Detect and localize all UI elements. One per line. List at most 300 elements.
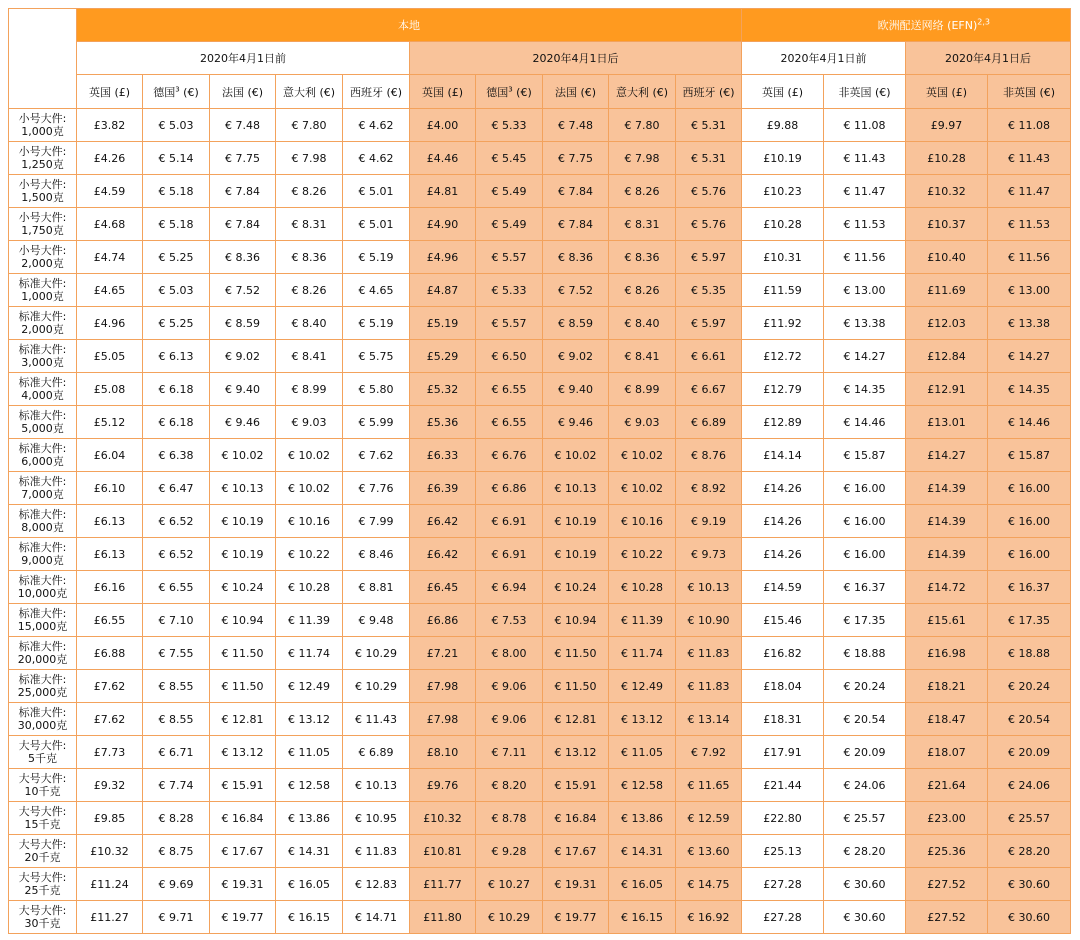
fee-cell: € 16.00 — [988, 538, 1071, 571]
country-header-efn-after-1: 非英国 (€) — [988, 75, 1071, 109]
country-currency: (€) — [179, 85, 199, 99]
fee-cell: € 7.80 — [276, 109, 343, 142]
fee-cell: € 6.91 — [476, 538, 543, 571]
table-row — [9, 472, 1071, 505]
fee-cell: £14.26 — [742, 538, 824, 571]
fee-cell: € 6.89 — [343, 736, 410, 769]
fee-cell: € 6.47 — [143, 472, 210, 505]
fee-cell: £11.27 — [77, 901, 143, 934]
fee-cell: € 8.81 — [343, 571, 410, 604]
fee-cell: £18.47 — [906, 703, 988, 736]
fee-cell: £18.21 — [906, 670, 988, 703]
fee-cell: € 11.05 — [276, 736, 343, 769]
fee-cell: € 10.13 — [210, 472, 276, 505]
fee-cell: € 9.48 — [343, 604, 410, 637]
fee-cell: £13.01 — [906, 406, 988, 439]
fee-cell: £9.32 — [77, 769, 143, 802]
fee-cell: £4.74 — [77, 241, 143, 274]
fee-cell: £4.65 — [77, 274, 143, 307]
fee-cell: € 6.38 — [143, 439, 210, 472]
fee-cell: € 10.02 — [276, 439, 343, 472]
country-label: 意大利 (€) — [282, 85, 336, 99]
fee-cell: £14.72 — [906, 571, 988, 604]
fee-cell: € 25.57 — [988, 802, 1071, 835]
fee-cell: € 6.55 — [476, 373, 543, 406]
row-header — [9, 637, 77, 670]
fee-cell: £7.62 — [77, 670, 143, 703]
row-header — [9, 835, 77, 868]
fee-cell: € 10.02 — [276, 472, 343, 505]
fee-cell: € 10.22 — [276, 538, 343, 571]
size-tier-label: 标准大件: — [18, 574, 67, 587]
fee-cell: € 8.31 — [609, 208, 676, 241]
row-header — [9, 505, 77, 538]
fee-cell: £27.28 — [742, 868, 824, 901]
row-header — [9, 208, 77, 241]
fee-cell: € 7.52 — [543, 274, 609, 307]
size-tier-label: 大号大件: — [18, 904, 67, 917]
weight-label: 6,000克 — [21, 455, 64, 468]
fee-cell: € 5.75 — [343, 340, 410, 373]
weight-label: 4,000克 — [21, 389, 64, 402]
fee-cell: € 8.36 — [543, 241, 609, 274]
fee-cell: € 11.47 — [988, 175, 1071, 208]
country-header-local-after-4 — [676, 75, 742, 109]
fee-cell: € 9.03 — [609, 406, 676, 439]
fee-cell: € 8.40 — [276, 307, 343, 340]
fee-cell: € 14.46 — [824, 406, 906, 439]
table-row — [9, 703, 1071, 736]
fee-cell: £10.32 — [410, 802, 476, 835]
fee-cell: € 16.15 — [609, 901, 676, 934]
fee-cell: € 4.62 — [343, 142, 410, 175]
fee-cell: € 5.25 — [143, 307, 210, 340]
row-header — [9, 901, 77, 934]
fee-cell: £6.13 — [77, 505, 143, 538]
fee-cell: £27.52 — [906, 868, 988, 901]
efn-group-header — [742, 9, 1071, 42]
fee-cell: € 17.35 — [988, 604, 1071, 637]
weight-label: 8,000克 — [21, 521, 64, 534]
row-header — [9, 142, 77, 175]
fee-cell: € 5.35 — [676, 274, 742, 307]
row-header — [9, 538, 77, 571]
fee-cell: £14.26 — [742, 505, 824, 538]
row-header — [9, 868, 77, 901]
fee-cell: € 30.60 — [988, 868, 1071, 901]
country-header-local-before-2 — [210, 75, 276, 109]
fee-cell: £25.13 — [742, 835, 824, 868]
fee-cell: £27.28 — [742, 901, 824, 934]
country-header-local-after-1 — [476, 75, 543, 109]
fee-cell: € 13.60 — [676, 835, 742, 868]
fee-cell: € 10.29 — [343, 670, 410, 703]
fee-cell: € 5.99 — [343, 406, 410, 439]
fee-cell: € 11.39 — [609, 604, 676, 637]
fee-cell: € 28.20 — [824, 835, 906, 868]
table-row — [9, 373, 1071, 406]
fee-cell: € 11.74 — [276, 637, 343, 670]
fee-cell: € 30.60 — [824, 901, 906, 934]
fee-cell: £4.96 — [410, 241, 476, 274]
fee-cell: € 5.57 — [476, 307, 543, 340]
weight-label: 15千克 — [24, 818, 61, 831]
size-tier-label: 小号大件: — [18, 211, 67, 224]
fee-cell: € 11.50 — [543, 670, 609, 703]
fee-table — [8, 8, 1071, 934]
table-row — [9, 802, 1071, 835]
fee-cell: € 14.71 — [343, 901, 410, 934]
fee-cell: £18.07 — [906, 736, 988, 769]
fee-cell: £10.40 — [906, 241, 988, 274]
fee-cell: € 8.75 — [143, 835, 210, 868]
fee-cell: € 9.06 — [476, 703, 543, 736]
fee-cell: € 10.02 — [609, 439, 676, 472]
row-header — [9, 670, 77, 703]
fee-cell: € 10.13 — [543, 472, 609, 505]
fee-cell: £4.87 — [410, 274, 476, 307]
fee-cell: £7.73 — [77, 736, 143, 769]
fee-cell: € 8.99 — [276, 373, 343, 406]
fee-cell: € 9.73 — [676, 538, 742, 571]
fee-cell: £12.72 — [742, 340, 824, 373]
fee-cell: € 7.75 — [543, 142, 609, 175]
table-row — [9, 571, 1071, 604]
country-label: 德国 — [486, 85, 509, 99]
table-row — [9, 604, 1071, 637]
fee-cell: € 10.19 — [210, 505, 276, 538]
fee-cell: £10.32 — [906, 175, 988, 208]
size-tier-label: 标准大件: — [18, 409, 67, 422]
fee-cell: € 20.09 — [824, 736, 906, 769]
fee-cell: € 6.55 — [476, 406, 543, 439]
fee-cell: € 11.43 — [988, 142, 1071, 175]
fee-cell: € 11.47 — [824, 175, 906, 208]
fee-cell: € 13.14 — [676, 703, 742, 736]
fee-cell: € 5.19 — [343, 307, 410, 340]
fee-cell: £6.16 — [77, 571, 143, 604]
weight-label: 7,000克 — [21, 488, 64, 501]
fee-cell: € 8.36 — [609, 241, 676, 274]
fee-cell: € 14.35 — [988, 373, 1071, 406]
fee-cell: € 8.28 — [143, 802, 210, 835]
table-row — [9, 142, 1071, 175]
table-row — [9, 670, 1071, 703]
fee-cell: € 6.91 — [476, 505, 543, 538]
fee-cell: € 6.61 — [676, 340, 742, 373]
size-tier-label: 标准大件: — [18, 475, 67, 488]
fee-cell: £4.59 — [77, 175, 143, 208]
fee-cell: £15.46 — [742, 604, 824, 637]
fee-cell: € 24.06 — [824, 769, 906, 802]
fee-cell: € 7.52 — [210, 274, 276, 307]
fee-cell: € 5.97 — [676, 241, 742, 274]
weight-label: 30,000克 — [17, 719, 68, 732]
country-label: 意大利 (€) — [615, 85, 669, 99]
fee-cell: € 5.14 — [143, 142, 210, 175]
fee-cell: € 12.58 — [609, 769, 676, 802]
weight-label: 30千克 — [24, 917, 61, 930]
fee-cell: € 11.83 — [343, 835, 410, 868]
fee-cell: € 9.40 — [210, 373, 276, 406]
table-row — [9, 901, 1071, 934]
fee-cell: € 5.76 — [676, 175, 742, 208]
fee-cell: € 6.52 — [143, 505, 210, 538]
fee-cell: € 9.19 — [676, 505, 742, 538]
row-header — [9, 406, 77, 439]
fee-cell: £3.82 — [77, 109, 143, 142]
fee-cell: £14.39 — [906, 505, 988, 538]
fee-cell: € 8.41 — [276, 340, 343, 373]
fee-cell: £6.55 — [77, 604, 143, 637]
fee-cell: € 20.24 — [824, 670, 906, 703]
fee-cell: € 7.53 — [476, 604, 543, 637]
fee-cell: € 11.05 — [609, 736, 676, 769]
country-label: 法国 (€) — [221, 85, 264, 99]
fee-cell: £14.27 — [906, 439, 988, 472]
fee-cell: € 7.84 — [210, 175, 276, 208]
fee-cell: € 5.76 — [676, 208, 742, 241]
fee-cell: € 30.60 — [988, 901, 1071, 934]
fee-cell: £16.82 — [742, 637, 824, 670]
fee-cell: € 13.12 — [543, 736, 609, 769]
fee-cell: £9.97 — [906, 109, 988, 142]
fee-cell: £10.31 — [742, 241, 824, 274]
fee-cell: € 16.00 — [824, 538, 906, 571]
local-before-header: 2020年4月1日前 — [77, 42, 410, 75]
country-label: 英国 (£) — [421, 85, 464, 99]
table-row — [9, 505, 1071, 538]
fee-cell: £11.80 — [410, 901, 476, 934]
fee-cell: £6.10 — [77, 472, 143, 505]
fee-cell: € 16.15 — [276, 901, 343, 934]
row-header — [9, 307, 77, 340]
fee-cell: £11.59 — [742, 274, 824, 307]
fee-cell: € 9.28 — [476, 835, 543, 868]
fee-cell: £14.59 — [742, 571, 824, 604]
fee-cell: € 11.53 — [988, 208, 1071, 241]
country-label: 西班牙 (€) — [349, 85, 403, 99]
size-tier-label: 标准大件: — [18, 442, 67, 455]
country-header-local-after-2 — [543, 75, 609, 109]
fee-cell: € 11.50 — [210, 637, 276, 670]
fee-cell: € 4.65 — [343, 274, 410, 307]
fee-cell: € 8.36 — [210, 241, 276, 274]
local-after-header: 2020年4月1日后 — [410, 42, 742, 75]
fee-cell: € 8.40 — [609, 307, 676, 340]
fee-cell: € 10.16 — [609, 505, 676, 538]
fee-cell: € 5.49 — [476, 208, 543, 241]
fee-cell: € 19.77 — [543, 901, 609, 934]
efn-after-header: 2020年4月1日后 — [906, 42, 1071, 75]
fee-cell: € 11.50 — [210, 670, 276, 703]
fee-cell: € 25.57 — [824, 802, 906, 835]
fee-cell: € 7.11 — [476, 736, 543, 769]
fee-cell: £7.98 — [410, 703, 476, 736]
table-row — [9, 538, 1071, 571]
fee-cell: € 10.28 — [276, 571, 343, 604]
row-header — [9, 571, 77, 604]
fee-cell: € 28.20 — [988, 835, 1071, 868]
fee-cell: € 9.02 — [543, 340, 609, 373]
corner-cell — [9, 9, 77, 109]
size-tier-label: 小号大件: — [18, 112, 67, 125]
fee-cell: € 8.26 — [276, 175, 343, 208]
country-header-efn-after-0: 英国 (£) — [906, 75, 988, 109]
country-footnote: 3 — [508, 84, 513, 93]
fee-cell: € 7.48 — [210, 109, 276, 142]
weight-label: 20,000克 — [17, 653, 68, 666]
fee-cell: € 7.74 — [143, 769, 210, 802]
fee-cell: € 15.87 — [824, 439, 906, 472]
row-header — [9, 340, 77, 373]
efn-footnote: 2,3 — [977, 17, 990, 27]
size-tier-label: 小号大件: — [18, 178, 67, 191]
size-tier-label: 标准大件: — [18, 607, 67, 620]
fee-cell: £4.96 — [77, 307, 143, 340]
fee-cell: £9.88 — [742, 109, 824, 142]
fee-cell: £7.21 — [410, 637, 476, 670]
fee-cell: € 20.54 — [988, 703, 1071, 736]
size-tier-label: 小号大件: — [18, 145, 67, 158]
size-tier-label: 标准大件: — [18, 508, 67, 521]
fee-cell: € 15.91 — [210, 769, 276, 802]
fee-cell: € 11.50 — [543, 637, 609, 670]
country-label: 法国 (€) — [554, 85, 597, 99]
fee-cell: £10.28 — [742, 208, 824, 241]
country-label: 西班牙 (€) — [682, 85, 735, 99]
fee-cell: € 8.55 — [143, 670, 210, 703]
fee-cell: £11.69 — [906, 274, 988, 307]
size-tier-label: 标准大件: — [18, 541, 67, 554]
size-tier-label: 标准大件: — [18, 310, 67, 323]
fee-cell: € 19.31 — [210, 868, 276, 901]
row-header — [9, 109, 77, 142]
fee-cell: £23.00 — [906, 802, 988, 835]
fee-cell: € 11.65 — [676, 769, 742, 802]
fee-cell: € 5.03 — [143, 109, 210, 142]
fee-cell: € 6.86 — [476, 472, 543, 505]
fee-cell: € 10.29 — [343, 637, 410, 670]
fee-cell: € 11.43 — [824, 142, 906, 175]
weight-label: 15,000克 — [17, 620, 68, 633]
fee-cell: £21.64 — [906, 769, 988, 802]
table-row — [9, 307, 1071, 340]
fee-cell: £6.86 — [410, 604, 476, 637]
row-header — [9, 241, 77, 274]
fee-cell: £27.52 — [906, 901, 988, 934]
fee-cell: € 8.46 — [343, 538, 410, 571]
weight-label: 1,250克 — [21, 158, 64, 171]
fee-cell: € 7.84 — [543, 208, 609, 241]
fee-cell: € 9.71 — [143, 901, 210, 934]
fee-cell: € 11.83 — [676, 670, 742, 703]
fee-cell: € 12.49 — [609, 670, 676, 703]
fee-cell: € 14.31 — [609, 835, 676, 868]
fee-cell: £9.76 — [410, 769, 476, 802]
fee-cell: £12.03 — [906, 307, 988, 340]
fee-cell: € 7.98 — [609, 142, 676, 175]
fee-cell: € 11.56 — [988, 241, 1071, 274]
fee-cell: € 10.02 — [543, 439, 609, 472]
fee-cell: € 9.46 — [210, 406, 276, 439]
fee-cell: € 20.09 — [988, 736, 1071, 769]
fee-cell: € 13.00 — [824, 274, 906, 307]
country-footnote: 3 — [175, 84, 180, 93]
weight-label: 20千克 — [24, 851, 61, 864]
weight-label: 25,000克 — [17, 686, 68, 699]
fee-cell: £12.79 — [742, 373, 824, 406]
table-row — [9, 769, 1071, 802]
country-label: 德国 — [153, 85, 176, 99]
fee-cell: £7.98 — [410, 670, 476, 703]
fee-cell: £21.44 — [742, 769, 824, 802]
fee-cell: € 13.12 — [210, 736, 276, 769]
size-tier-label: 标准大件: — [18, 640, 67, 653]
fee-cell: € 20.54 — [824, 703, 906, 736]
fee-cell: € 12.81 — [210, 703, 276, 736]
fee-cell: € 7.84 — [210, 208, 276, 241]
size-tier-label: 标准大件: — [18, 277, 67, 290]
fee-cell: € 10.16 — [276, 505, 343, 538]
fee-cell: € 5.25 — [143, 241, 210, 274]
weight-label: 1,750克 — [21, 224, 64, 237]
fee-cell: € 10.02 — [210, 439, 276, 472]
fee-cell: £4.81 — [410, 175, 476, 208]
fee-cell: € 17.67 — [543, 835, 609, 868]
weight-label: 10千克 — [24, 785, 61, 798]
country-header-row — [9, 75, 1071, 109]
fee-cell: £11.24 — [77, 868, 143, 901]
weight-label: 3,000克 — [21, 356, 64, 369]
fee-cell: € 14.46 — [988, 406, 1071, 439]
fee-cell: € 10.19 — [210, 538, 276, 571]
fee-cell: £17.91 — [742, 736, 824, 769]
fee-cell: € 10.13 — [676, 571, 742, 604]
fee-cell: € 11.83 — [676, 637, 742, 670]
fee-cell: € 9.40 — [543, 373, 609, 406]
fee-cell: € 11.08 — [988, 109, 1071, 142]
fee-cell: € 7.48 — [543, 109, 609, 142]
fee-cell: € 7.98 — [276, 142, 343, 175]
fee-cell: € 13.12 — [609, 703, 676, 736]
fee-cell: £4.00 — [410, 109, 476, 142]
fee-cell: £12.91 — [906, 373, 988, 406]
fee-cell: € 10.13 — [343, 769, 410, 802]
size-tier-label: 大号大件: — [18, 772, 67, 785]
fee-cell: € 8.41 — [609, 340, 676, 373]
fee-cell: € 11.39 — [276, 604, 343, 637]
fee-cell: £14.39 — [906, 472, 988, 505]
fee-cell: £14.14 — [742, 439, 824, 472]
size-tier-label: 标准大件: — [18, 706, 67, 719]
fee-cell: € 18.88 — [824, 637, 906, 670]
fee-cell: € 8.59 — [210, 307, 276, 340]
fee-cell: € 16.37 — [824, 571, 906, 604]
fee-cell: £6.39 — [410, 472, 476, 505]
table-row — [9, 868, 1071, 901]
fee-cell: € 16.92 — [676, 901, 742, 934]
fee-cell: € 6.76 — [476, 439, 543, 472]
fee-cell: € 5.33 — [476, 274, 543, 307]
fee-cell: £6.13 — [77, 538, 143, 571]
fee-cell: € 6.13 — [143, 340, 210, 373]
country-label: 英国 (£) — [88, 85, 131, 99]
fee-cell: € 8.26 — [609, 175, 676, 208]
fee-cell: € 10.22 — [609, 538, 676, 571]
size-tier-label: 大号大件: — [18, 838, 67, 851]
table-row — [9, 274, 1071, 307]
